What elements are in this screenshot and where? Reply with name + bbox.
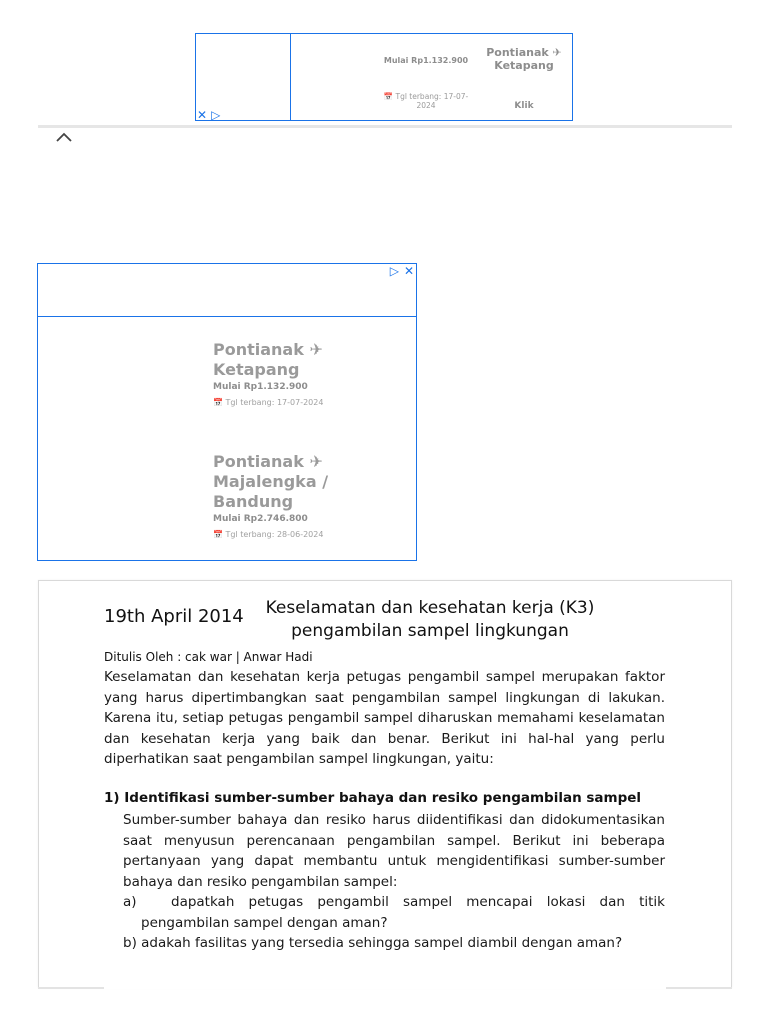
list-item: b) adakah fasilitas yang tersedia sehingga sampel diambil dengan aman? (123, 935, 623, 951)
offer-date: 📅 Tgl terbang: 28-06-2024 (213, 530, 324, 539)
ad-price[interactable]: Mulai Rp1.132.900 (383, 56, 469, 65)
list-marker: a) (123, 894, 137, 910)
ad-offer[interactable] (213, 452, 413, 539)
offer-date: 📅 Tgl terbang: 17-07-2024 (213, 398, 324, 407)
ad-click-button[interactable]: Klik (514, 101, 534, 111)
mid-ad-banner[interactable] (37, 263, 417, 561)
list-item-continuation: pengambilan sampel dengan aman? (141, 914, 388, 931)
list-item-text: dapatkah petugas pengambil sampel mencapai lokasi dan titik (171, 894, 665, 910)
article-intro (104, 667, 665, 770)
offer-route[interactable]: Pontianak ✈ Majalengka / Bandung (213, 452, 329, 511)
ad-flight-date[interactable]: 📅 Tgl terbang: 17-07-2024 (383, 92, 469, 110)
post-date: 19th April 2014 (104, 606, 244, 627)
ad-choices[interactable] (390, 265, 414, 277)
ad-choices-icon[interactable]: ▷ (211, 108, 221, 122)
article-author: Ditulis Oleh : cak war | Anwar Hadi (104, 650, 313, 664)
ad-close-icon[interactable]: ✕ (403, 264, 414, 278)
ad-choices[interactable] (197, 109, 220, 121)
article-title: Keselamatan dan kesehatan kerja (K3) pengambilan sampel lingkungan (265, 598, 595, 641)
ad-header-bar (38, 264, 416, 317)
offer-route[interactable]: Pontianak ✈ Ketapang (213, 340, 323, 379)
top-divider (38, 125, 732, 128)
section-heading: 1) Identifikasi sumber-sumber bahaya dan resiko pengambilan sampel (104, 790, 642, 806)
list-item-line (123, 892, 665, 913)
ad-choices-icon[interactable]: ▷ (389, 264, 399, 278)
ad-close-icon[interactable]: ✕ (197, 108, 208, 122)
list-item (123, 892, 665, 933)
section-body: Sumber-sumber bahaya dan resiko harus diidentifikasi dan didokumentasikan saat menyusun perencanaan pengambilan sampel. Berikut ini beberapa pertanyaan yang dapat membantu untuk mengidentifikasi sumber-sumber bahaya dan resiko pengambilan sampel: (123, 812, 665, 890)
document-bottom-edge (38, 987, 732, 989)
offer-price: Mulai Rp2.746.800 (213, 514, 308, 524)
top-ad-banner[interactable] (195, 33, 573, 121)
intro-paragraph: Keselamatan dan kesehatan kerja petugas pengambil sampel merupakan faktor yang harus dipertimbangkan saat pengambilan sampel lingkungan di lakukan. Karena itu, setiap petugas pengambil sampel diharuskan memahami keselamatan dan kesehatan kerja yang baik dan benar. Berikut ini hal-hal yang perlu diperhatikan saat pengambilan sampel lingkungan, yaitu: (104, 669, 665, 767)
ad-route[interactable]: Pontianak ✈ Ketapang (486, 46, 562, 72)
ad-offer[interactable] (213, 340, 413, 407)
offer-price: Mulai Rp1.132.900 (213, 382, 308, 392)
chevron-up-icon[interactable] (55, 131, 73, 143)
